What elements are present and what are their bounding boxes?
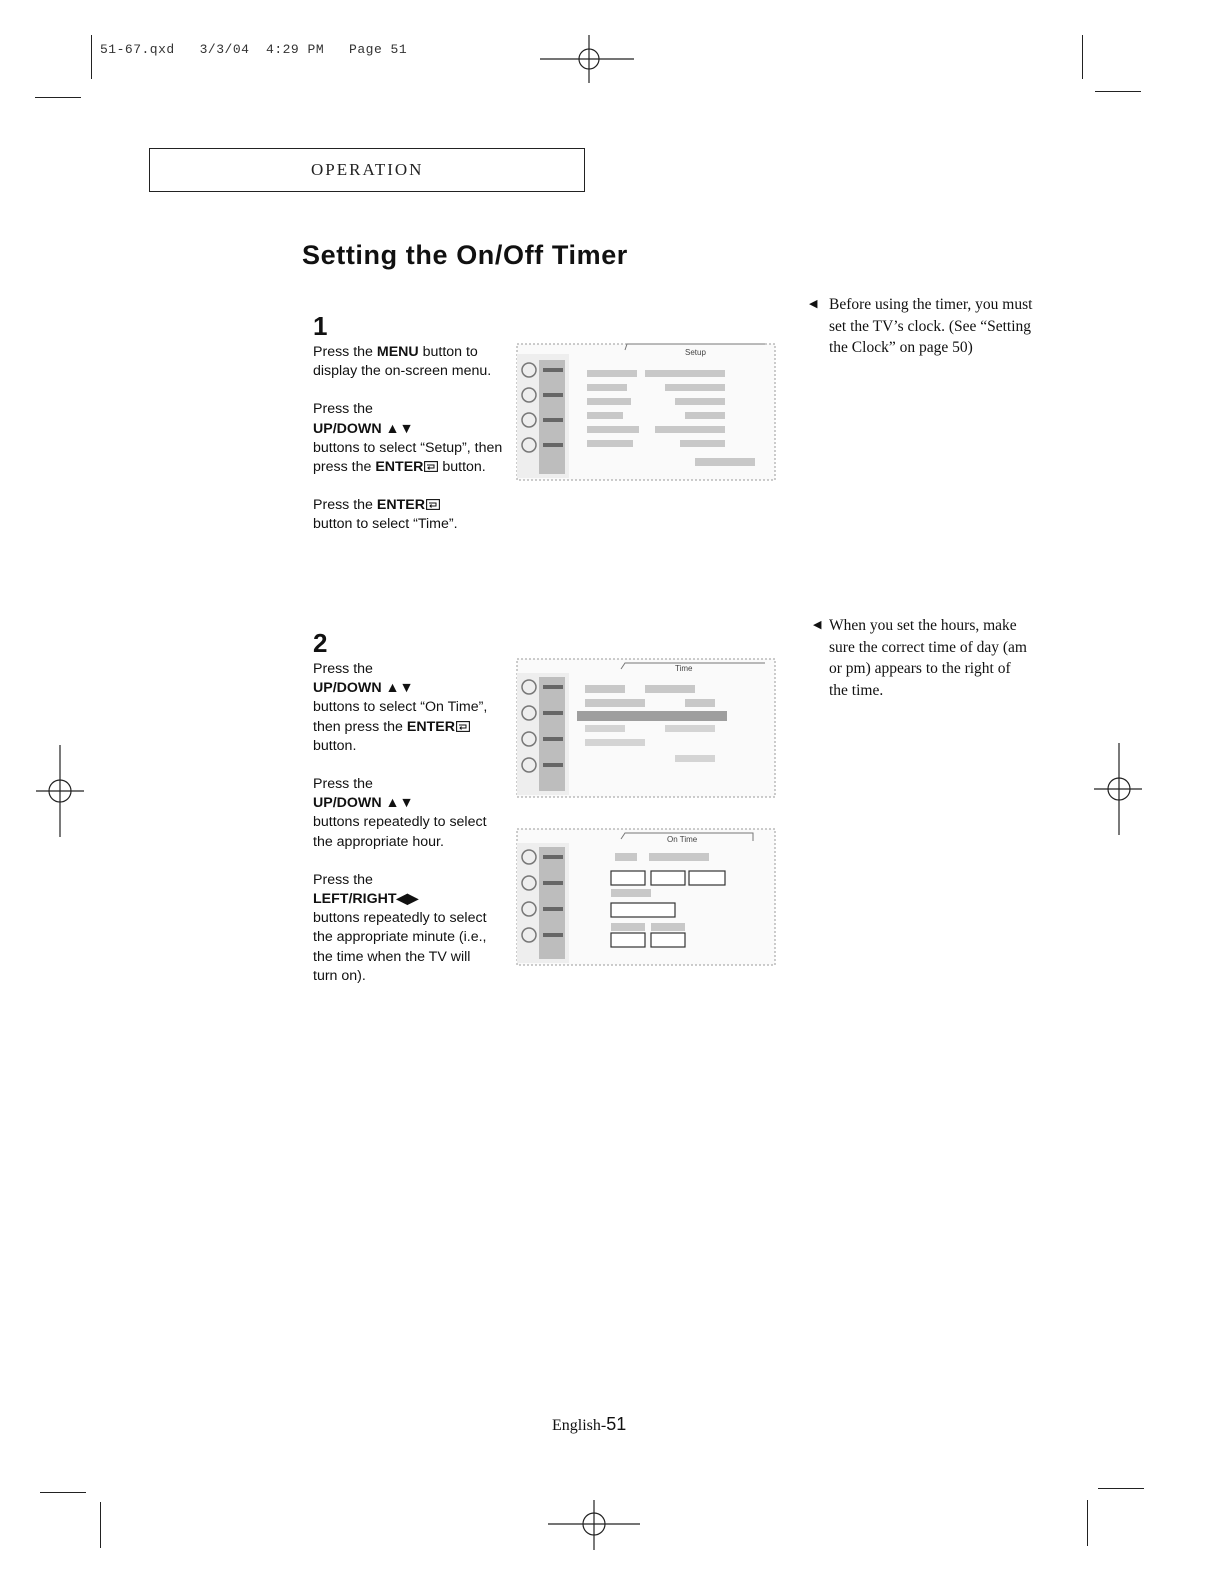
note-clock: Before using the timer, you must set the TV’s clock. (See “Setting the Clock” on page 50)	[829, 296, 1033, 356]
enter-icon	[456, 721, 470, 732]
crop-mark	[40, 1492, 86, 1493]
left-triangle-icon: ◀	[809, 298, 818, 310]
footer-prefix: English-	[552, 1417, 607, 1434]
screen-title: On Time	[667, 835, 698, 844]
step-number: 2	[313, 628, 328, 658]
enter-icon	[426, 499, 440, 510]
setup-menu-screenshot	[515, 340, 777, 482]
enter-icon	[424, 461, 438, 472]
crop-mark	[91, 35, 92, 79]
on-time-menu-screenshot	[515, 825, 777, 969]
page-title: Setting the On/Off Timer	[302, 240, 628, 270]
left-triangle-icon: ◀	[813, 619, 822, 631]
step-number: 1	[313, 311, 328, 341]
crop-mark	[1095, 91, 1141, 92]
step-2-instructions	[313, 660, 498, 1005]
crop-mark	[100, 1502, 101, 1548]
crop-mark	[1082, 35, 1083, 79]
page-footer	[552, 1414, 626, 1435]
screen-title: Time	[675, 664, 693, 673]
page-number: 51	[606, 1414, 627, 1434]
crop-mark	[1098, 1488, 1144, 1489]
step-1-paragraph: Press the MENU button to display the on-screen menu.	[313, 344, 492, 380]
step-2-paragraph: Press the LEFT/RIGHT◀▶ buttons repeatedly to select the appropriate minute (i.e., the time when the TV will turn on).	[313, 871, 487, 984]
time-menu-screenshot	[515, 655, 777, 801]
step-2-paragraph: Press the UP/DOWN ▲▼ buttons to select “On Time”, then press the ENTER button.	[313, 661, 488, 754]
crop-mark	[1087, 1500, 1088, 1546]
registration-mark-icon	[1094, 743, 1144, 835]
note-hours: When you set the hours, make sure the correct time of day (am or pm) appears to the right of the time.	[829, 617, 1027, 699]
registration-mark-icon	[36, 745, 86, 837]
registration-mark-icon	[548, 1500, 640, 1552]
screen-title: Setup	[685, 348, 706, 357]
crop-mark	[35, 97, 81, 98]
step-2-paragraph: Press the UP/DOWN ▲▼ buttons repeatedly to select the appropriate hour.	[313, 776, 487, 850]
step-1-paragraph: Press the UP/DOWN ▲▼ buttons to select “Setup”, then press the ENTER button.	[313, 401, 503, 476]
file-slug: 51-67.qxd 3/3/04 4:29 PM Page 51	[100, 42, 408, 57]
section-title: OPERATION	[311, 160, 424, 179]
step-1-instructions	[313, 343, 513, 554]
step-1-paragraph: Press the ENTER button to select “Time”.	[313, 497, 458, 533]
registration-mark-icon	[540, 35, 640, 85]
